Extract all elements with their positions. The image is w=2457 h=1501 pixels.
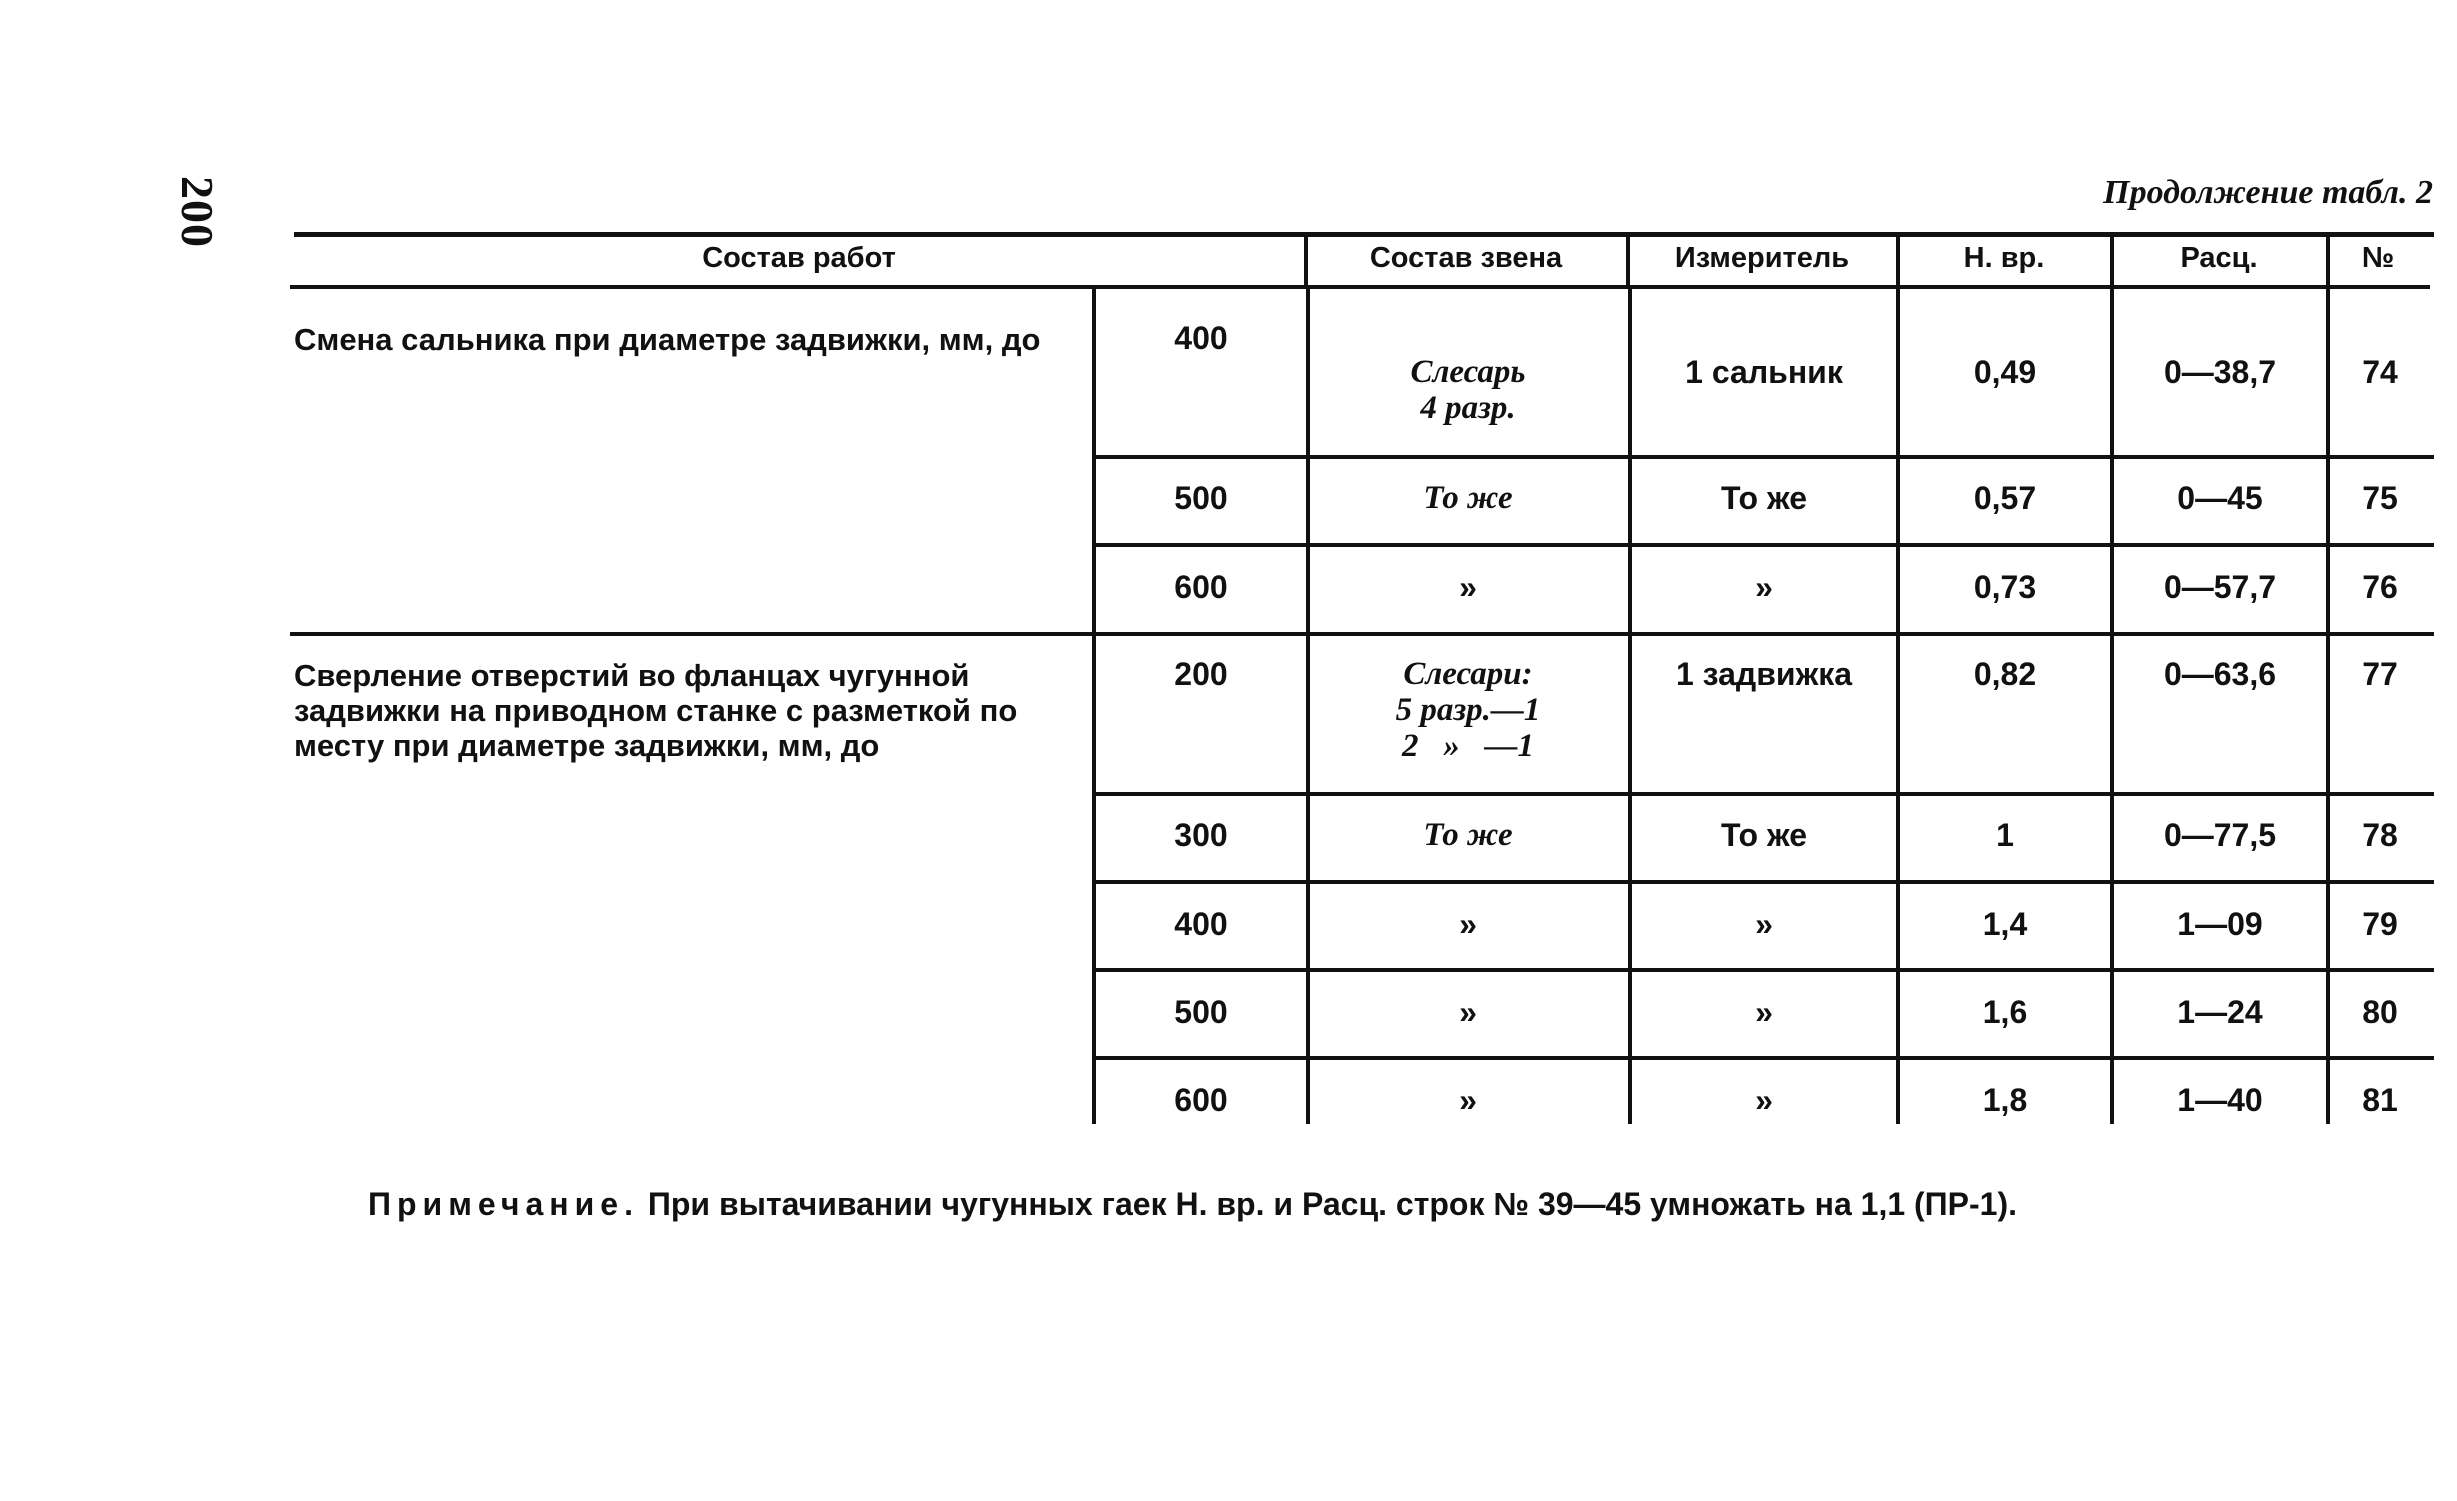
row-rule xyxy=(1094,792,2434,796)
work-description: Сверление отверстий во фланцах чугунной задвижки на приводном станке с разметкой по месту при диаметре задвижки, мм, до xyxy=(294,658,1018,763)
header-price: Расц. xyxy=(2180,242,2258,274)
unit-cell: » xyxy=(1755,994,1773,1030)
unit-cell: » xyxy=(1755,569,1773,605)
crew-cell: То же xyxy=(1423,480,1513,516)
header-unit: Измеритель xyxy=(1674,242,1850,274)
header-norm: Н. вр. xyxy=(1963,242,2045,274)
number-cell: 75 xyxy=(2362,480,2398,516)
crew-cell: » xyxy=(1459,1082,1477,1118)
header-divider xyxy=(1304,234,1308,288)
price-cell: 0—38,7 xyxy=(2163,354,2277,390)
work-description: Смена сальника при диаметре задвижки, мм, до xyxy=(294,322,1041,357)
unit-cell: То же xyxy=(1720,817,1808,853)
unit-cell: 1 задвижка xyxy=(1675,656,1853,692)
header-crew: Состав звена xyxy=(1369,242,1563,274)
note-lead: Примечание. xyxy=(368,1186,639,1222)
crew-cell: То же xyxy=(1423,817,1513,853)
crew-cell: Слесари: 5 разр.—1 2 » —1 xyxy=(1395,656,1541,764)
header-divider xyxy=(1896,234,1900,288)
diameter-cell: 500 xyxy=(1174,994,1228,1030)
group-rule xyxy=(290,632,2434,636)
norm-cell: 0,82 xyxy=(1973,656,2037,692)
norm-cell: 0,73 xyxy=(1973,569,2037,605)
price-cell: 1—24 xyxy=(2177,994,2263,1030)
price-cell: 0—77,5 xyxy=(2163,817,2277,853)
price-cell: 0—45 xyxy=(2177,480,2263,516)
crew-cell: » xyxy=(1459,569,1477,605)
number-cell: 77 xyxy=(2362,656,2398,692)
number-cell: 76 xyxy=(2362,569,2398,605)
diameter-cell: 500 xyxy=(1174,480,1228,516)
header-divider xyxy=(2326,234,2330,288)
number-cell: 80 xyxy=(2362,994,2398,1030)
norm-cell: 0,57 xyxy=(1973,480,2037,516)
crew-cell: Слесарь 4 разр. xyxy=(1410,354,1526,426)
row-rule xyxy=(1094,968,2434,972)
diameter-cell: 400 xyxy=(1174,320,1228,356)
norm-cell: 0,49 xyxy=(1973,354,2037,390)
diameter-cell: 400 xyxy=(1174,906,1228,942)
crew-cell: » xyxy=(1459,994,1477,1030)
unit-cell: 1 сальник xyxy=(1685,354,1843,390)
note-text: При вытачивании чугунных гаек Н. вр. и Расц. строк № 39—45 умножать на 1,1 (ПР-1). xyxy=(647,1186,2018,1222)
diameter-cell: 300 xyxy=(1174,817,1228,853)
unit-cell: То же xyxy=(1720,480,1808,516)
price-cell: 0—57,7 xyxy=(2163,569,2277,605)
number-cell: 78 xyxy=(2362,817,2398,853)
norm-cell: 1,8 xyxy=(1982,1082,2028,1118)
unit-cell: » xyxy=(1755,1082,1773,1118)
unit-cell: » xyxy=(1755,906,1773,942)
header-number: № xyxy=(2361,242,2395,274)
number-cell: 74 xyxy=(2362,354,2398,390)
header-divider xyxy=(1626,234,1630,288)
norm-cell: 1 xyxy=(1996,817,2014,853)
row-rule xyxy=(1094,543,2434,547)
row-rule xyxy=(1094,880,2434,884)
price-cell: 1—40 xyxy=(2177,1082,2263,1118)
page-number: 200 xyxy=(172,176,223,248)
header-work: Состав работ xyxy=(702,242,896,274)
row-rule xyxy=(1094,455,2434,459)
row-rule xyxy=(1094,1056,2434,1060)
table-note xyxy=(368,1186,2017,1223)
diameter-cell: 600 xyxy=(1174,1082,1228,1118)
header-bottom-rule xyxy=(290,285,2430,289)
norm-cell: 1,6 xyxy=(1982,994,2028,1030)
header-divider xyxy=(2110,234,2114,288)
number-cell: 81 xyxy=(2362,1082,2398,1118)
price-cell: 0—63,6 xyxy=(2163,656,2277,692)
diameter-cell: 600 xyxy=(1174,569,1228,605)
number-cell: 79 xyxy=(2362,906,2398,942)
norm-cell: 1,4 xyxy=(1982,906,2028,942)
price-cell: 1—09 xyxy=(2177,906,2263,942)
crew-cell: » xyxy=(1459,906,1477,942)
table-continuation-label: Продолжение табл. 2 xyxy=(2103,174,2433,211)
diameter-cell: 200 xyxy=(1174,656,1228,692)
